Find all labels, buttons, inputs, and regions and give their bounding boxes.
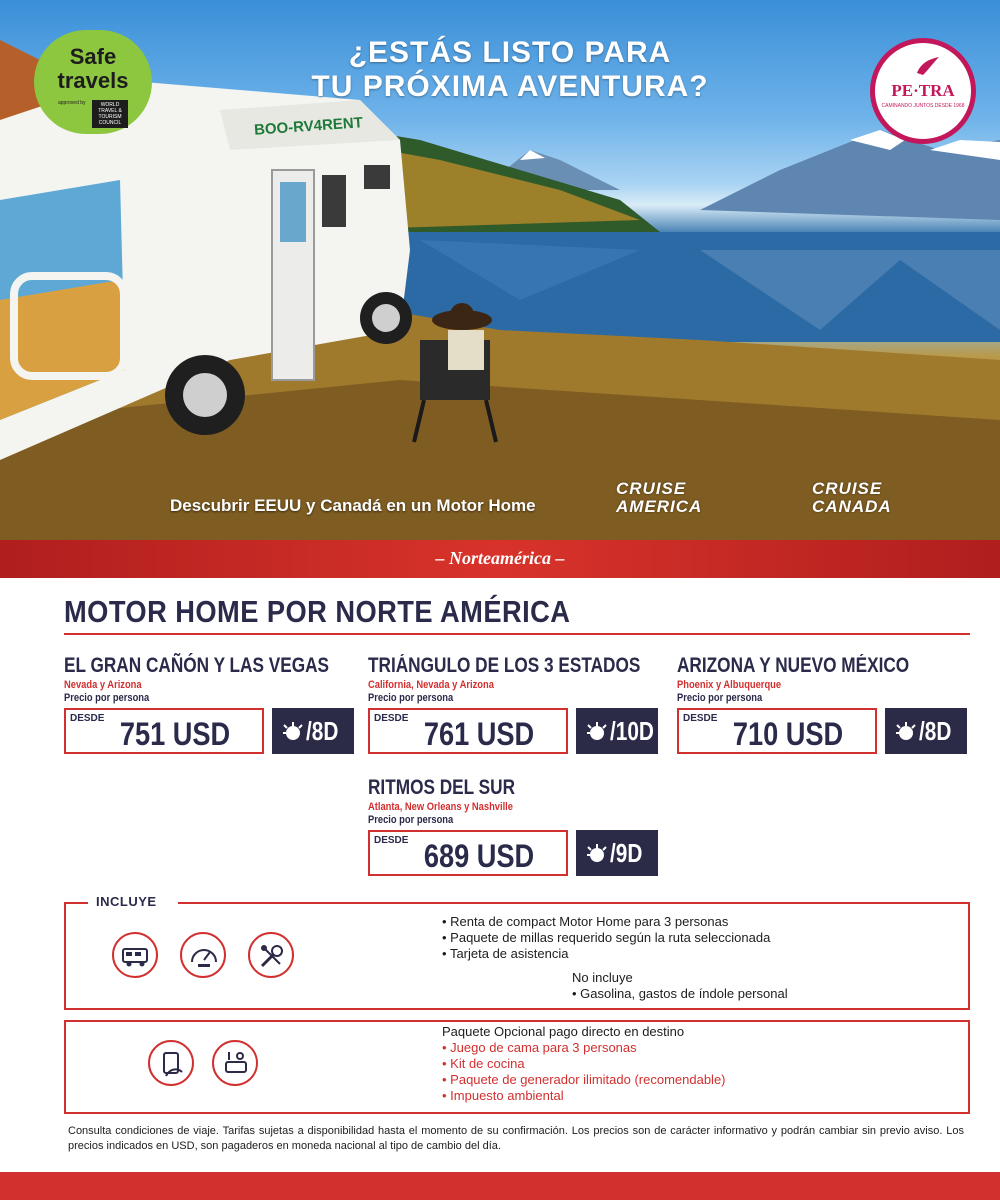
duration-badge [576,830,658,876]
optional-package-section [64,1020,970,1114]
duration-badge [272,708,354,754]
cruise-america-logo [598,480,766,518]
cruise-canada-line2: CANADA [812,497,892,516]
package-card[interactable] [64,654,364,774]
package-duration: /8D [306,716,339,746]
package-card[interactable] [677,654,977,774]
package-price: 689 USD [423,838,535,874]
package-name: ARIZONA Y NUEVO MÉXICO [677,654,910,677]
package-name: TRIÁNGULO DE LOS 3 ESTADOS [368,654,641,677]
package-duration: /8D [919,716,952,746]
petra-tagline: CAMINANDO JUNTOS DESDE 1968 [881,103,965,109]
safe-travels-line1: Safe [69,44,117,69]
package-price: 710 USD [732,716,844,752]
price-box [64,708,264,754]
package-price: 761 USD [423,716,535,752]
petra-name: PE·TRA [891,81,955,100]
petra-logo [870,38,976,144]
safe-travels-badge [34,30,152,134]
includes-heading: INCLUYE [96,894,157,909]
optional-list [442,1040,726,1104]
list-item: • Paquete de millas requerido según la ruta seleccionada [442,930,770,946]
optional-heading: Paquete Opcional pago directo en destino [442,1024,685,1039]
list-item: • Kit de cocina [442,1056,726,1072]
from-label: DESDE [374,835,409,846]
title-divider [64,633,970,635]
safe-travels-approved: approved by [58,100,86,106]
cruise-america-line1: CRUISE [616,479,687,498]
from-label: DESDE [374,713,409,724]
petra-bird-icon [915,55,941,77]
region-label: – Norteamérica – [435,548,565,568]
package-name: RITMOS DEL SUR [368,776,516,799]
hero-headline [300,36,720,104]
duration-badge [885,708,967,754]
bedding-icon [148,1040,194,1086]
cruise-canada-logo [794,480,962,518]
hero-headline-line1: ¿ESTÁS LISTO PARA [348,36,672,69]
package-duration: /10D [610,716,654,746]
footer-band [0,1172,1000,1200]
package-price-note: Precio por persona [368,692,454,704]
list-item: • Paquete de generador ilimitado (recomendable) [442,1072,726,1088]
package-price-note: Precio por persona [64,692,150,704]
cruise-america-line2: AMERICA [616,497,703,516]
package-card[interactable] [368,776,668,896]
from-label: DESDE [683,713,718,724]
package-price: 751 USD [119,716,231,752]
package-subtitle: Atlanta, New Orleans y Nashville [368,801,513,813]
tools-icon [248,932,294,978]
price-box [677,708,877,754]
page-title: MOTOR HOME POR NORTE AMÉRICA [64,594,571,629]
list-item: • Tarjeta de asistencia [442,946,770,962]
cruise-canada-line1: CRUISE [812,479,883,498]
speedometer-icon [180,932,226,978]
cooking-icon [212,1040,258,1086]
includes-list [442,914,770,962]
package-duration: /9D [610,838,643,868]
wttc-logo: WORLD TRAVEL & TOURISM COUNCIL [92,100,128,128]
disclaimer-text: Consulta condiciones de viaje. Tarifas sujetas a disponibilidad hasta el momento de su confirmación. Los precios son de carácter informativo y podrán cambiar sin previo aviso. Los precios indicados en USD, son pagaderos en moneda nacional al tipo de cambio del día. [68,1125,964,1152]
sun-moon-icon [586,842,608,864]
hero-caption: Descubrir EEUU y Canadá en un Motor Home [170,496,536,515]
includes-section [64,894,970,1010]
package-name: EL GRAN CAÑÓN Y LAS VEGAS [64,654,330,677]
price-box [368,708,568,754]
duration-badge [576,708,658,754]
package-price-note: Precio por persona [677,692,763,704]
package-price-note: Precio por persona [368,814,454,826]
region-band [0,540,1000,578]
list-item: • Renta de compact Motor Home para 3 personas [442,914,770,930]
sun-moon-icon [895,720,917,742]
safe-travels-line2: travels [57,68,129,93]
package-subtitle: Phoenix y Albuquerque [677,679,782,691]
hero-banner [0,0,1000,540]
list-item: • Juego de cama para 3 personas [442,1040,726,1056]
package-subtitle: Nevada y Arizona [64,679,142,691]
package-card[interactable] [368,654,668,774]
sun-moon-icon [586,720,608,742]
list-item: • Impuesto ambiental [442,1088,726,1104]
price-box [368,830,568,876]
motorhome-icon [112,932,158,978]
from-label: DESDE [70,713,105,724]
package-subtitle: California, Nevada y Arizona [368,679,494,691]
sun-moon-icon [282,720,304,742]
hero-headline-line2: TU PRÓXIMA AVENTURA? [311,70,709,103]
not-included-item: • Gasolina, gastos de índole personal [572,986,788,1001]
rv-brand-decal: BOO-RV4RENT [253,114,364,139]
not-included-heading: No incluye [572,970,633,985]
